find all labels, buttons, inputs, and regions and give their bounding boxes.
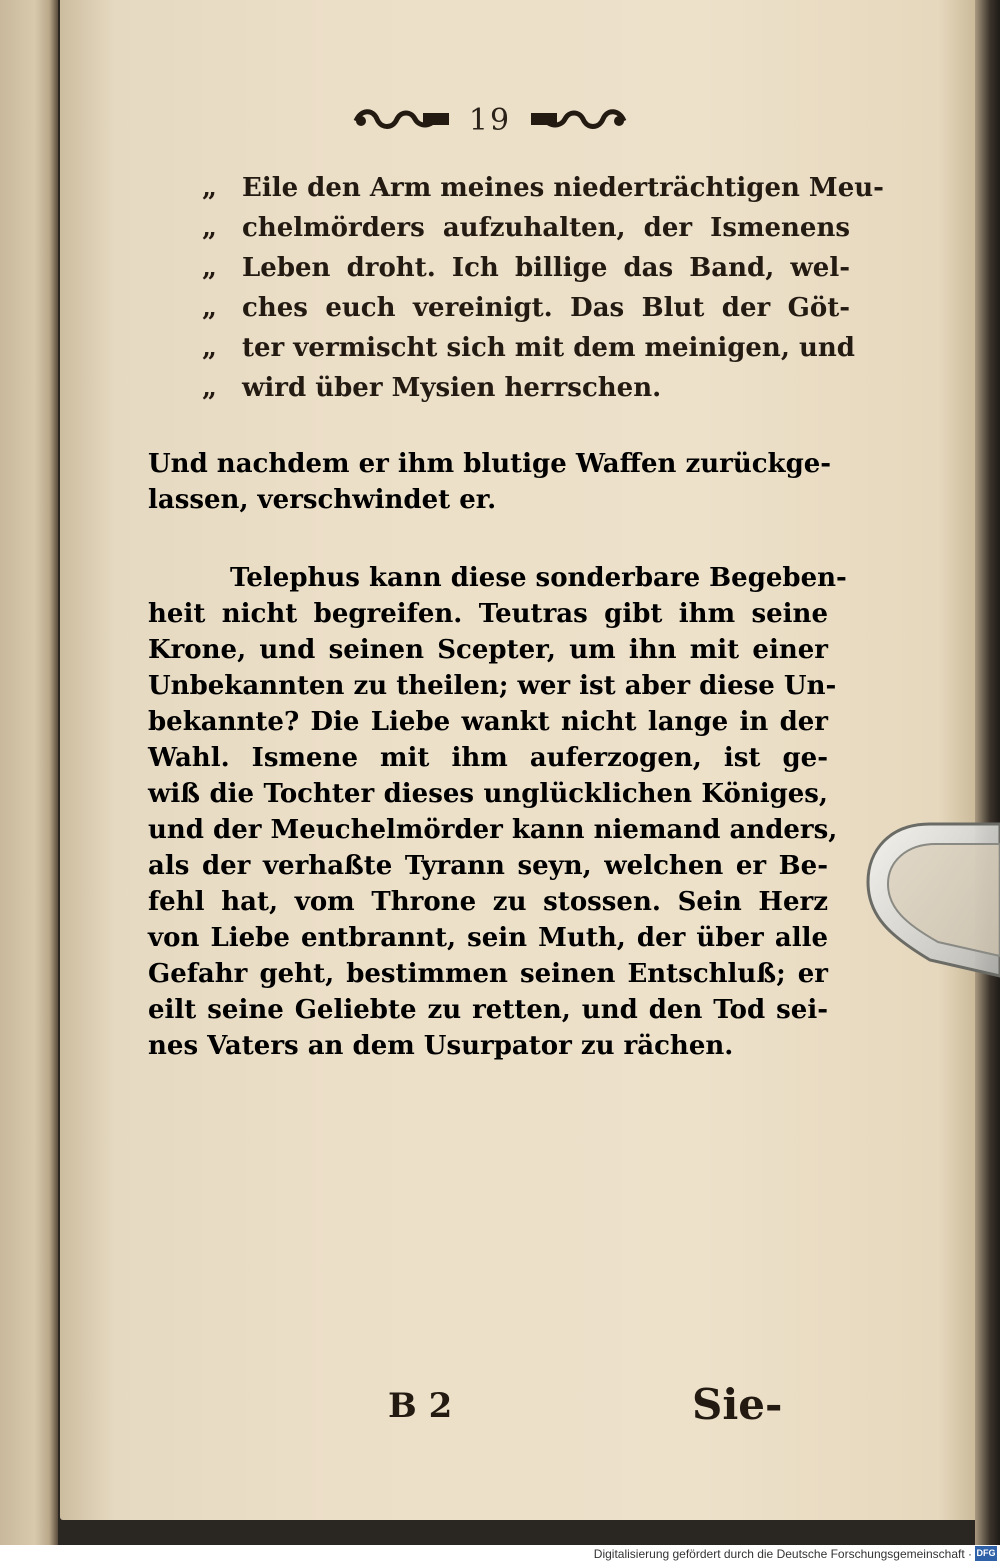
text-line: fehl hat, vom Throne zu stossen. Sein Herz	[148, 887, 828, 917]
page-edge-shadow	[975, 0, 1000, 1545]
quote-line-text: ches euch vereinigt. Das Blut der Göt-	[242, 293, 850, 323]
text-line: Krone, und seinen Scepter, um ihn mit einer	[148, 635, 828, 665]
text-line: eilt seine Geliebte zu retten, und den Tod sei-	[148, 995, 828, 1025]
text-line: Unbekannten zu theilen; wer ist aber diese Un-	[148, 671, 837, 701]
page-clip-icon	[860, 820, 1000, 980]
text-line: wiß die Tochter dieses unglücklichen Königes,	[148, 779, 828, 809]
quote-mark: „	[202, 333, 217, 363]
text-line: lassen, verschwindet er.	[148, 485, 497, 515]
text-line: bekannte? Die Liebe wankt nicht lange in der	[148, 707, 828, 737]
signature-mark: B 2	[388, 1386, 453, 1426]
quoted-speech	[202, 168, 884, 408]
credit-text: Digitalisierung gefördert durch die Deutsche Forschungsgemeinschaft ·	[593, 1547, 972, 1561]
quote-mark: „	[202, 213, 217, 243]
text-line: Gefahr geht, bestimmen seinen Entschluß; er	[148, 959, 828, 989]
quote-line	[202, 328, 855, 368]
dfg-logo: DFG	[975, 1546, 997, 1561]
quote-mark: „	[202, 293, 217, 323]
text-line: als der verhaßte Tyrann seyn, welchen er Be-	[148, 851, 828, 881]
facing-page-edge	[0, 0, 58, 1545]
quote-line-text: Leben droht. Ich billige das Band, wel-	[242, 253, 850, 283]
quote-mark: „	[202, 173, 217, 203]
quote-mark: „	[202, 373, 217, 403]
catchword: Sie-	[692, 1380, 783, 1429]
page-number: 19	[468, 102, 512, 138]
text-line: nes Vaters an dem Usurpator zu rächen.	[148, 1031, 734, 1061]
paragraph-1	[148, 446, 832, 518]
quote-line-text: Eile den Arm meines niederträchtigen Meu-	[242, 173, 884, 203]
quote-mark: „	[202, 253, 217, 283]
quote-line	[202, 368, 850, 408]
quote-line-text: ter vermischt sich mit dem meinigen, und	[242, 333, 855, 363]
quote-line	[202, 248, 850, 288]
quote-line-text: chelmörders aufzuhalten, der Ismenens	[242, 213, 850, 243]
text-line: Und nachdem er ihm blutige Waffen zurückge-	[148, 449, 832, 479]
text-line: Wahl. Ismene mit ihm auferzogen, ist ge-	[148, 743, 828, 773]
text-line: Telephus kann diese sonderbare Begeben-	[230, 563, 847, 593]
text-line: und der Meuchelmörder kann niemand anders,	[148, 815, 838, 845]
quote-line	[202, 208, 850, 248]
paragraph-2	[148, 560, 847, 1064]
quote-line	[202, 288, 850, 328]
ornament-right-icon	[529, 107, 629, 133]
quote-line	[202, 168, 884, 208]
ornament-left-icon	[351, 107, 451, 133]
text-line: von Liebe entbrannt, sein Muth, der über alle	[148, 923, 828, 953]
quote-line-text: wird über Mysien herrschen.	[242, 373, 662, 403]
text-line: heit nicht begreifen. Teutras gibt ihm seine	[148, 599, 828, 629]
page-header	[340, 100, 640, 140]
